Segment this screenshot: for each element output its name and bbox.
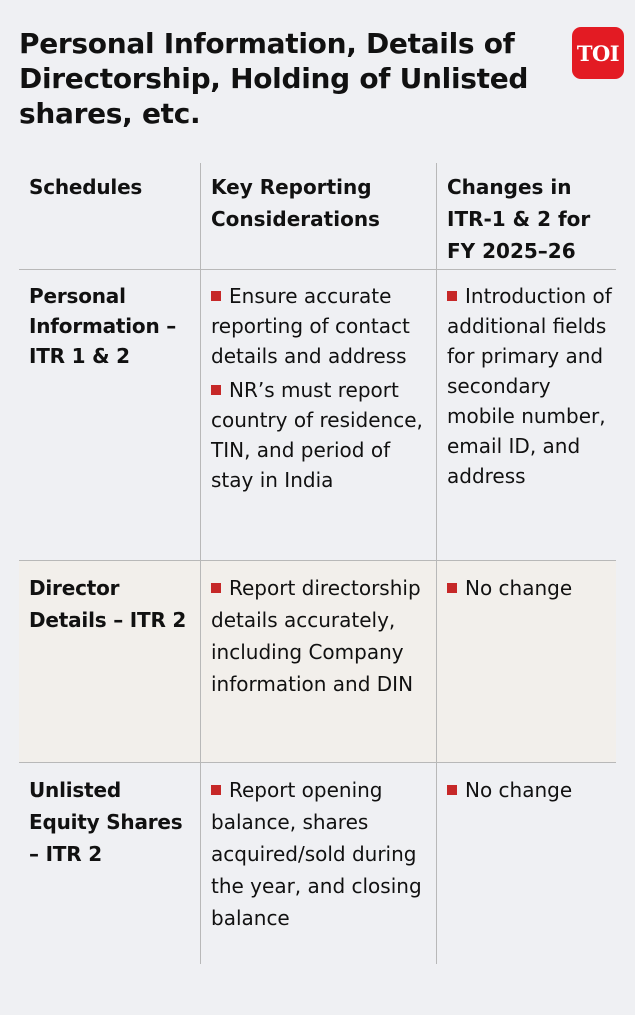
change-item: No change	[447, 572, 612, 604]
bullet-square-icon	[447, 583, 457, 593]
schedule-cell: Personal Information – ITR 1 & 2	[29, 284, 177, 368]
consideration-item: Report directorship details accurately, including Company information and DIN	[211, 576, 421, 696]
table-header-row	[19, 163, 616, 270]
bullet-square-icon	[447, 785, 457, 795]
changes-cell	[436, 270, 616, 560]
change-item: No change	[447, 774, 612, 806]
header-changes: Changes in ITR-1 & 2 for FY 2025–26	[436, 163, 616, 269]
consideration-item: Ensure accurate reporting of contact details and address	[211, 284, 410, 368]
table-row-director-details	[19, 561, 616, 763]
toi-logo: TOI	[572, 27, 624, 79]
bullet-square-icon	[211, 583, 221, 593]
header-schedules: Schedules	[29, 175, 143, 199]
considerations-cell	[200, 561, 436, 762]
bullet-square-icon	[211, 785, 221, 795]
changes-cell	[436, 561, 616, 762]
consideration-item: Report opening balance, shares acquired/sold during the year, and closing balance	[211, 778, 422, 930]
schedules-table	[19, 163, 616, 964]
bullet-square-icon	[447, 291, 457, 301]
changes-cell	[436, 763, 616, 964]
bullet-square-icon	[211, 291, 221, 301]
table-row-unlisted-equity-shares	[19, 763, 616, 964]
consideration-item: NR’s must report country of residence, TIN, and period of stay in India	[211, 378, 423, 492]
change-item: Introduction of additional fields for primary and secondary mobile number, email ID, and address	[447, 284, 612, 488]
header-key-reporting: Key Reporting Considerations	[200, 163, 436, 269]
schedule-cell: Director Details – ITR 2	[29, 576, 187, 632]
bullet-square-icon	[211, 385, 221, 395]
page-title: Personal Information, Details of Directorship, Holding of Unlisted shares, etc.	[19, 27, 529, 130]
considerations-cell	[200, 270, 436, 560]
table-row-personal-information	[19, 270, 616, 561]
considerations-cell	[200, 763, 436, 964]
schedule-cell: Unlisted Equity Shares – ITR 2	[29, 778, 183, 866]
